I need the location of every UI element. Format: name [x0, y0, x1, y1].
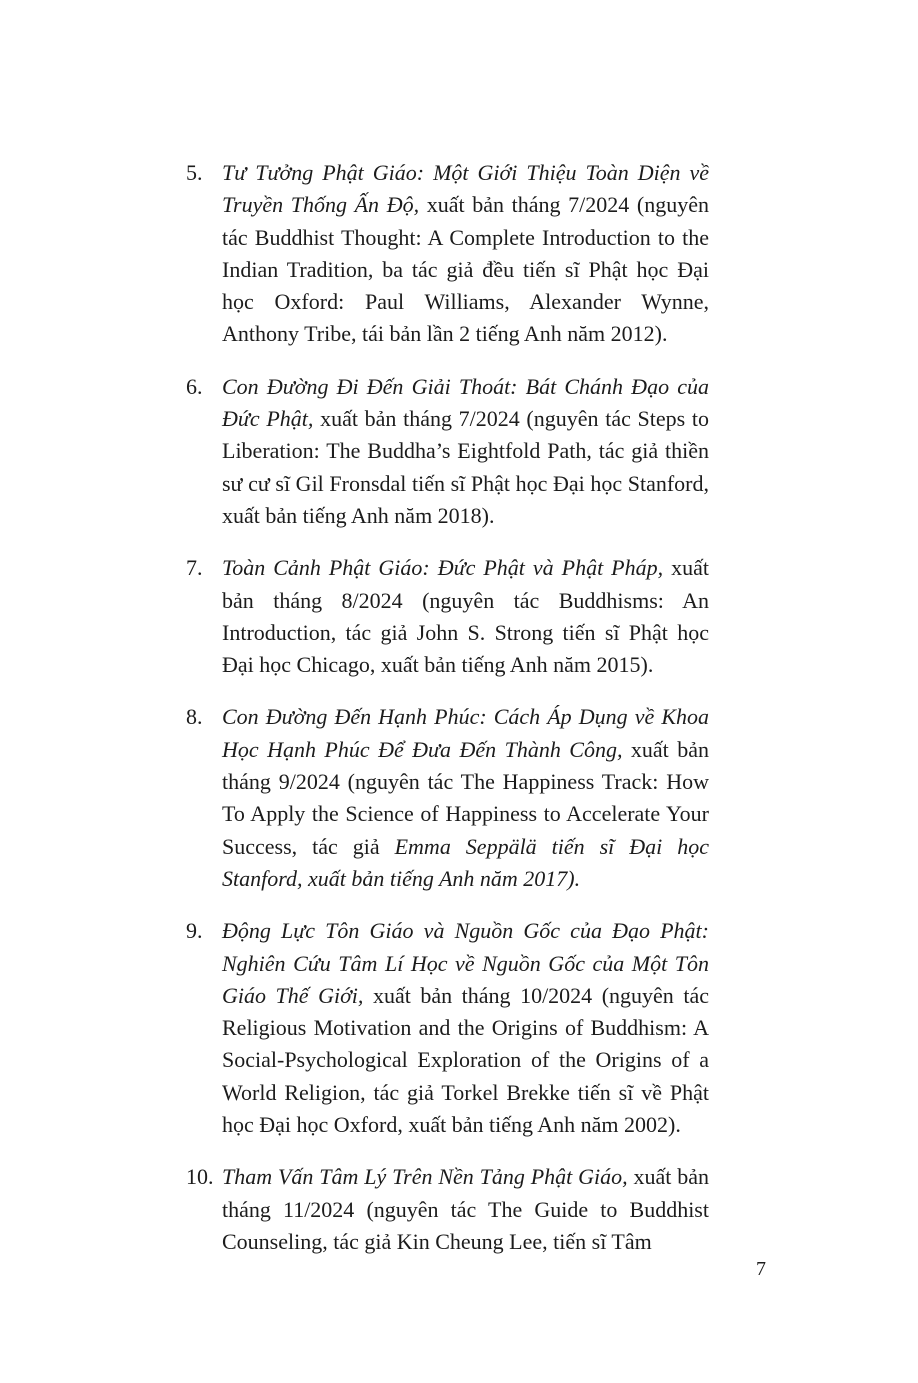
item-text	[222, 915, 709, 1141]
item-number: 10.	[186, 1164, 214, 1190]
book-title: Con Đường Đến Hạnh Phúc: Cách Áp Dụng về Khoa Học Hạnh Phúc Để Đưa Đến Thành Công,	[222, 704, 709, 762]
list-item	[0, 701, 918, 895]
item-text	[222, 1161, 709, 1258]
item-number: 8.	[186, 704, 203, 730]
book-title: Tư Tưởng Phật Giáo: Một Giới Thiệu Toàn Diện về Truyền Thống Ấn Độ,	[222, 160, 709, 218]
book-title: Động Lực Tôn Giáo và Nguồn Gốc của Đạo Phật: Nghiên Cứu Tâm Lí Học về Nguồn Gốc của Một Tôn Giáo Thế Giới,	[222, 918, 709, 1008]
item-text	[222, 552, 709, 681]
book-details: xuất bản tháng 9/2024 (nguyên tác The Happiness Track: How To Apply the Science of Happiness to Accelerate Your Success, tác giả	[222, 736, 709, 859]
item-text	[222, 371, 709, 532]
list-item	[0, 552, 918, 681]
item-number: 5.	[186, 160, 203, 185]
item-number: 6.	[186, 373, 203, 399]
book-details: xuất bản tháng 11/2024 (nguyên tác The Guide to Buddhist Counseling, tác giả Kin Cheung Lee, tiến sĩ Tâm	[222, 1164, 709, 1254]
book-details: xuất bản tháng 7/2024 (nguyên tác Steps to Liberation: The Buddha’s Eightfold Path, tác giả thiền sư cư sĩ Gil Fronsdal tiến sĩ Phật học Đại học Stanford, xuất bản tiếng Anh năm 2018).	[222, 406, 709, 528]
item-text	[222, 701, 709, 895]
book-details: xuất bản tháng 7/2024 (nguyên tác Buddhist Thought: A Complete Introduction to the Indian Tradition, ba tác giả đều tiến sĩ Phật học Đại học Oxford: Paul Williams, Alexander Wynne, Anthony Tribe, tái bản lần 2 tiếng Anh năm 2012).	[222, 192, 709, 347]
list-item	[0, 915, 918, 1141]
book-list	[0, 157, 918, 1278]
item-text	[222, 157, 709, 351]
book-details: xuất bản tháng 10/2024 (nguyên tác Religious Motivation and the Origins of Buddhism: A Social-Psychological Exploration of the Origins of a World Religion, tác giả Torkel Brekke tiến sĩ về Phật học Đại học Oxford, xuất bản tiếng Anh năm 2002).	[222, 982, 709, 1138]
book-title: Tham Vấn Tâm Lý Trên Nền Tảng Phật Giáo,	[222, 1164, 628, 1190]
book-title: Toàn Cảnh Phật Giáo: Đức Phật và Phật Pháp,	[222, 555, 664, 581]
item-number: 7.	[186, 555, 203, 581]
item-number: 9.	[186, 918, 203, 944]
list-item	[0, 371, 918, 532]
page-number: 7	[756, 1258, 766, 1280]
book-details: xuất bản tháng 8/2024 (nguyên tác Buddhisms: An Introduction, tác giả John S. Strong tiến sĩ Phật học Đại học Chicago, xuất bản tiếng Anh năm 2015).	[222, 555, 709, 678]
list-item	[0, 1161, 918, 1258]
book-title: Con Đường Đi Đến Giải Thoát: Bát Chánh Đạo của Đức Phật,	[222, 373, 709, 432]
book-details-italic: Emma Seppälä tiến sĩ Đại học Stanford, xuất bản tiếng Anh năm 2017).	[222, 833, 710, 891]
list-item	[0, 157, 918, 351]
